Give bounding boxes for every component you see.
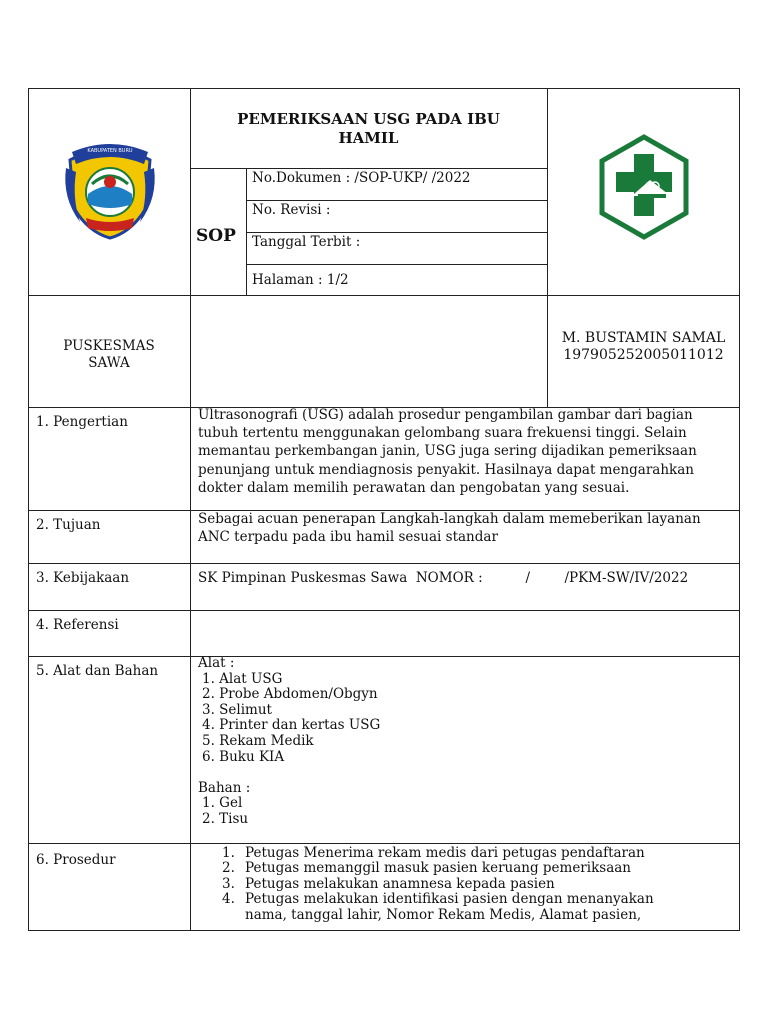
divider bbox=[28, 610, 740, 611]
step-text: Petugas melakukan identifikasi pasien dengan menanyakan bbox=[245, 891, 654, 908]
step-number: 2. bbox=[222, 860, 235, 877]
step-text: Petugas memanggil masuk pasien keruang pemeriksaan bbox=[245, 860, 631, 877]
title-line-2: HAMIL bbox=[338, 129, 399, 147]
alat-bahan-content bbox=[198, 656, 380, 828]
step-item bbox=[222, 892, 654, 907]
alat-list bbox=[198, 672, 380, 766]
section-label-tujuan: 2. Tujuan bbox=[36, 517, 101, 533]
step-number: 3. bbox=[222, 875, 235, 892]
divider bbox=[190, 407, 191, 931]
org-line-2: SAWA bbox=[88, 355, 130, 371]
divider bbox=[190, 168, 547, 169]
divider bbox=[246, 200, 547, 201]
divider bbox=[28, 656, 740, 657]
step-text: Petugas Menerima rekam medis dari petugas pendaftaran bbox=[245, 845, 645, 861]
section-label-kebijakan: 3. Kebijakaan bbox=[36, 570, 130, 586]
list-item: 6. Buku KIA bbox=[202, 748, 285, 765]
bahan-title: Bahan : bbox=[198, 779, 251, 796]
text-line: penunjang untuk mendiagnosis penyakit. Hasilnaya dapat mengarahkan bbox=[198, 461, 694, 478]
divider bbox=[28, 843, 740, 844]
signer-name: M. BUSTAMIN SAMAL bbox=[561, 330, 726, 346]
signer-nip: 197905252005011012 bbox=[563, 347, 724, 363]
alat-title: Alat : bbox=[198, 655, 235, 671]
divider bbox=[246, 264, 547, 265]
divider bbox=[246, 232, 547, 233]
pengertian-text bbox=[198, 406, 697, 497]
no-dokumen: No.Dokumen : /SOP-UKP/ /2022 bbox=[252, 170, 471, 186]
title-line-1: PEMERIKSAAN USG PADA IBU bbox=[237, 110, 500, 128]
tanggal-terbit: Tanggal Terbit : bbox=[252, 234, 361, 250]
section-label-alat-bahan: 5. Alat dan Bahan bbox=[36, 663, 159, 679]
list-item: 5. Rekam Medik bbox=[202, 732, 314, 749]
org-line-1: PUSKESMAS bbox=[63, 338, 155, 354]
tujuan-text bbox=[198, 510, 701, 546]
step-item bbox=[222, 861, 654, 876]
section-label-pengertian: 1. Pengertian bbox=[36, 414, 128, 430]
sop-label: SOP bbox=[196, 226, 236, 246]
no-revisi: No. Revisi : bbox=[252, 202, 331, 218]
step-number: 4. bbox=[222, 891, 235, 908]
text-line: ANC terpadu pada ibu hamil sesuai standar bbox=[198, 529, 498, 546]
kebijakan-text: SK Pimpinan Puskesmas Sawa NOMOR : / /PKM-SW/IV/2022 bbox=[198, 570, 689, 586]
list-item: 3. Selimut bbox=[202, 701, 272, 718]
bahan-list bbox=[198, 796, 380, 827]
step-item bbox=[222, 846, 654, 861]
step-number: 1. bbox=[222, 845, 235, 861]
halaman: Halaman : 1/2 bbox=[252, 272, 349, 288]
list-item: 2. Probe Abdomen/Obgyn bbox=[202, 686, 378, 703]
step-item bbox=[222, 877, 654, 892]
puskesmas-logo-icon bbox=[598, 134, 690, 240]
logo-left-text: KABUPATEN BURU bbox=[87, 148, 133, 154]
list-item: 4. Printer dan kertas USG bbox=[202, 717, 381, 734]
list-item: 2. Tisu bbox=[202, 810, 249, 827]
prosedur-steps bbox=[222, 846, 654, 923]
signer bbox=[547, 330, 740, 364]
text-line: Ultrasonografi (USG) adalah prosedur pengambilan gambar dari bagian bbox=[198, 407, 693, 423]
step-text: Petugas melakukan anamnesa kepada pasien bbox=[245, 875, 555, 892]
org-name bbox=[28, 338, 190, 372]
list-item: 1. Gel bbox=[202, 795, 243, 812]
section-label-referensi: 4. Referensi bbox=[36, 617, 119, 633]
list-item: 1. Alat USG bbox=[202, 670, 283, 687]
section-label-prosedur: 6. Prosedur bbox=[36, 852, 116, 868]
step-continuation: nama, tanggal lahir, Nomor Rekam Medis, Alamat pasien, bbox=[245, 906, 642, 923]
text-line: dokter dalam memilih perawatan dan pengobatan yang sesuai. bbox=[198, 479, 630, 496]
divider bbox=[28, 295, 740, 296]
page-title bbox=[190, 110, 547, 148]
divider bbox=[28, 563, 740, 564]
text-line: memantau perkembangan janin, USG juga sering dijadikan pemeriksaan bbox=[198, 443, 697, 460]
text-line: Sebagai acuan penerapan Langkah-langkah dalam memeberikan layanan bbox=[198, 511, 701, 527]
text-line: tubuh tertentu menggunakan gelombang suara frekuensi tinggi. Selain bbox=[198, 425, 687, 442]
